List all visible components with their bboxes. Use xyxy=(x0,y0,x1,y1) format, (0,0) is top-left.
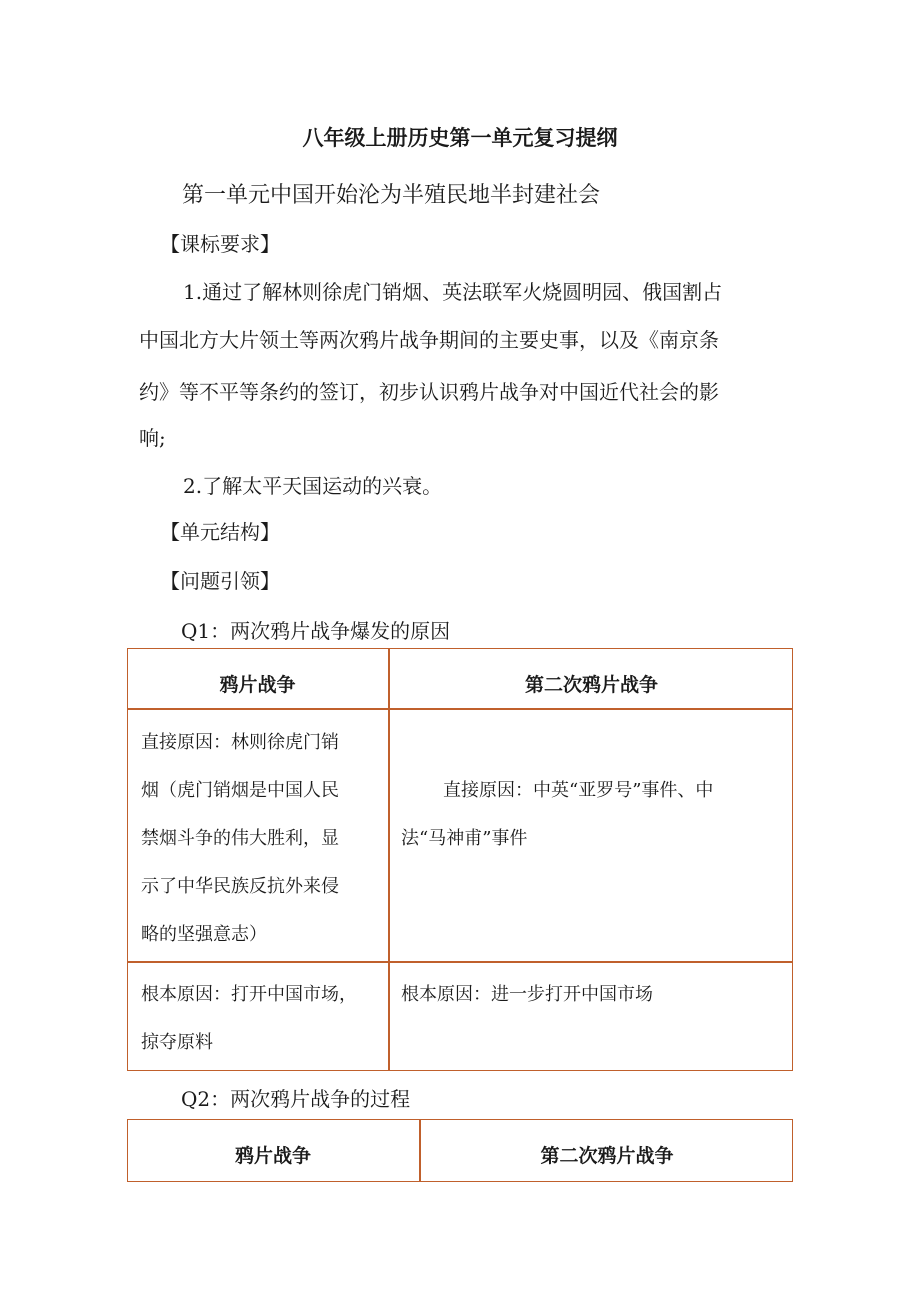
requirement-1-line: 约》等不平等条约的签订，初步认识鸦片战争对中国近代社会的影 xyxy=(139,380,719,404)
cell-root-cause-left: 掠夺原料 xyxy=(141,1032,213,1053)
cell-direct-cause-right: 法“马神甫”事件 xyxy=(401,828,528,849)
requirements-label: 【课标要求】 xyxy=(160,232,280,256)
document-title: 八年级上册历史第一单元复习提纲 xyxy=(302,126,618,150)
cell-direct-cause-left: 示了中华民族反抗外来侵 xyxy=(141,876,339,897)
header-second-opium-war: 第二次鸦片战争 xyxy=(524,674,658,696)
cell-direct-cause-left: 直接原因：林则徐虎门销 xyxy=(141,732,339,753)
requirement-1-line: 中国北方大片领土等两次鸦片战争期间的主要史事，以及《南京条 xyxy=(139,328,719,352)
row-divider xyxy=(127,961,793,963)
cell-root-cause-left: 根本原因：打开中国市场， xyxy=(141,984,357,1005)
header-opium-war: 鸦片战争 xyxy=(219,674,296,696)
cell-direct-cause-left: 略的坚强意志） xyxy=(141,924,267,945)
question-2: Q2：两次鸦片战争的过程 xyxy=(181,1087,411,1111)
questions-label: 【问题引领】 xyxy=(160,569,280,593)
header-opium-war: 鸦片战争 xyxy=(234,1145,311,1167)
causes-table-border xyxy=(127,648,793,1071)
header-second-opium-war: 第二次鸦片战争 xyxy=(540,1145,674,1167)
cell-direct-cause-left: 禁烟斗争的伟大胜利，显 xyxy=(141,828,339,849)
unit-heading: 第一单元中国开始沦为半殖民地半封建社会 xyxy=(182,183,601,208)
requirement-1-line: 响; xyxy=(139,426,166,450)
row-divider xyxy=(127,708,793,710)
requirement-1-line: 1.通过了解林则徐虎门销烟、英法联军火烧圆明园、俄国割占 xyxy=(183,280,723,304)
column-divider xyxy=(388,648,390,1071)
structure-label: 【单元结构】 xyxy=(160,520,280,544)
question-1: Q1：两次鸦片战争爆发的原因 xyxy=(181,619,451,643)
cell-root-cause-right: 根本原因：进一步打开中国市场 xyxy=(401,984,653,1005)
requirement-2: 2.了解太平天国运动的兴衰。 xyxy=(183,474,443,498)
cell-direct-cause-right: 直接原因：中英“亚罗号”事件、中 xyxy=(443,780,714,801)
cell-direct-cause-left: 烟（虎门销烟是中国人民 xyxy=(141,780,339,801)
